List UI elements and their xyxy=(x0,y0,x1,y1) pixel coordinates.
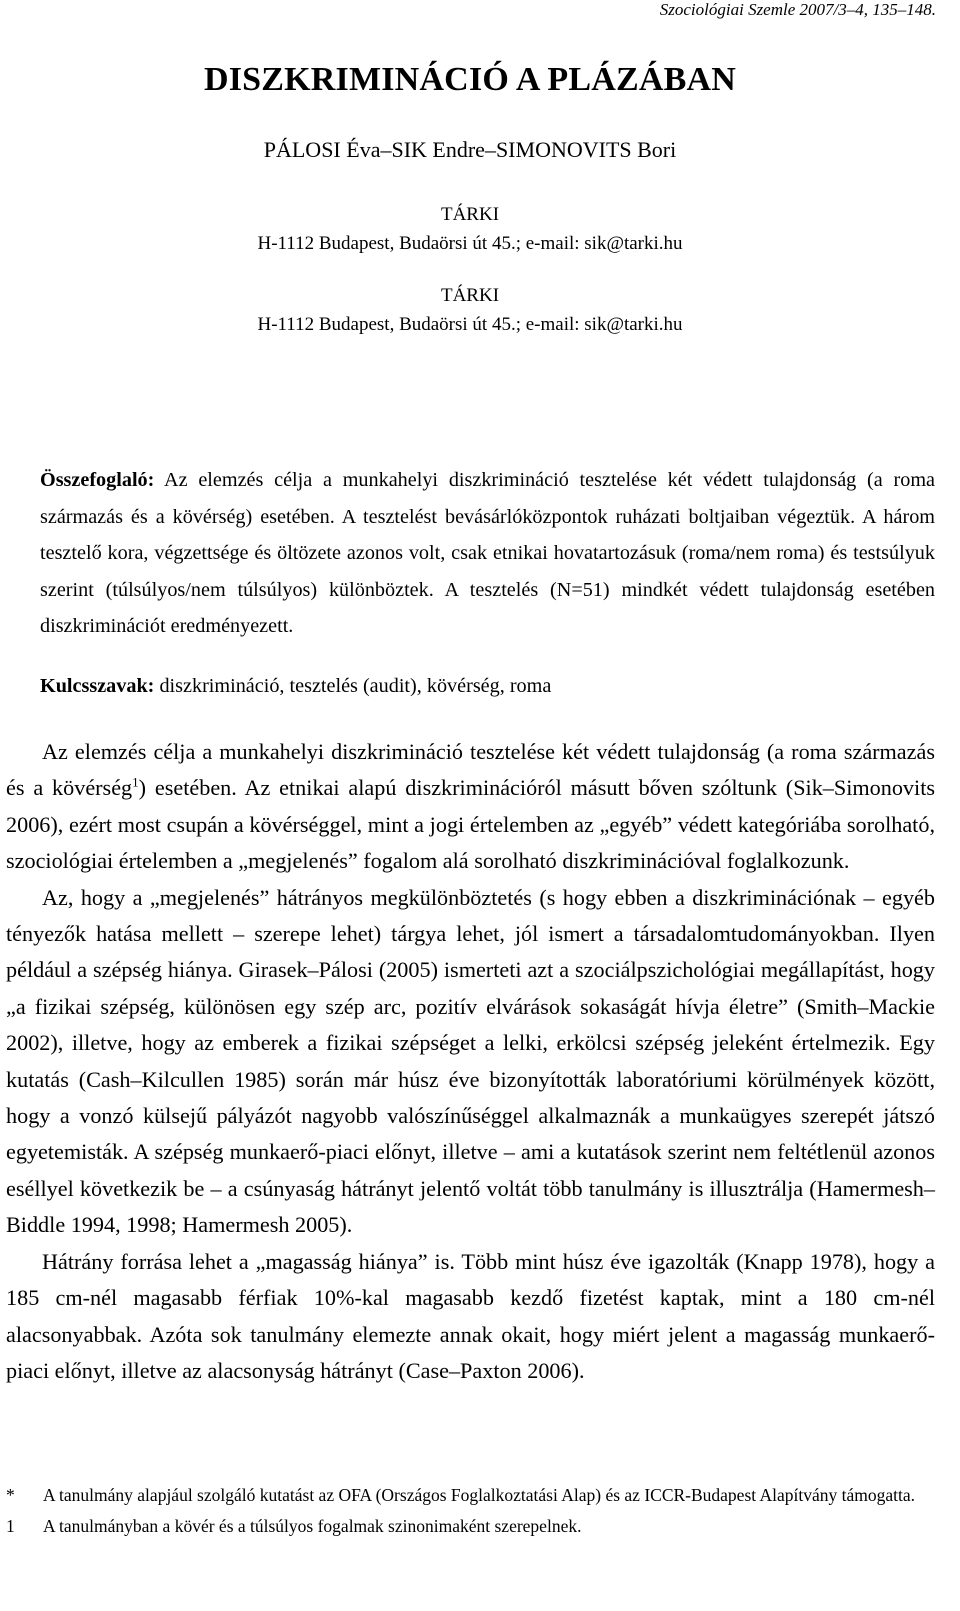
affiliation-org: TÁRKI xyxy=(440,204,500,225)
footnote-ref-1[interactable]: 1 xyxy=(132,775,139,791)
affiliation-org: TÁRKI xyxy=(440,285,500,306)
footnote-item xyxy=(6,1513,935,1540)
affiliation-2 xyxy=(0,281,940,339)
article-authors: PÁLOSI Éva–SIK Endre–SIMONOVITS Bori xyxy=(263,137,677,162)
keywords xyxy=(40,668,935,704)
affiliation-address: H-1112 Budapest, Budaörsi út 45.; e-mail: sik@tarki.hu xyxy=(257,233,683,254)
footnote-text: A tanulmány alapjául szolgáló kutatást az OFA (Országos Foglalkoztatási Alap) és az ICCR-Budapest Alapítvány támogatta. xyxy=(43,1485,916,1505)
body-paragraph-1 xyxy=(6,734,935,880)
abstract xyxy=(40,462,935,645)
affiliation-1 xyxy=(0,200,940,258)
abstract-text: Az elemzés célja a munkahelyi diszkrimináció tesztelése két védett tulajdonság (a roma származás és a kövérség) esetében. A tesztelést bevásárlóközpontok ruházati boltjaiban végeztük. A három tesztelő kora, végzettsége és öltözete azonos volt, csak etnikai hovatartozásuk (roma/nem roma) és testsúlyuk szerint (túlsúlyos/nem túlsúlyos) különböztek. A tesztelés (N=51) mindkét védett tulajdonság esetében diszkriminációt eredményezett. xyxy=(40,469,935,637)
abstract-label: Összefoglaló: xyxy=(40,469,155,491)
footnote-item xyxy=(6,1482,935,1509)
keywords-label: Kulcsszavak: xyxy=(40,675,155,697)
article-title: DISZKRIMINÁCIÓ A PLÁZÁBAN xyxy=(203,61,737,98)
body-paragraph-1-start: Az elemzés célja a munkahelyi diszkrimináció tesztelése két védett tulajdonság (a roma származás és a kövérség xyxy=(6,739,935,801)
footnote-text: A tanulmányban a kövér és a túlsúlyos fogalmak szinonimaként szerepelnek. xyxy=(43,1516,582,1536)
footnote-mark: * xyxy=(6,1485,15,1505)
footnote-mark: 1 xyxy=(6,1516,15,1536)
journal-reference: Szociológiai Szemle 2007/3–4, 135–148. xyxy=(659,0,936,19)
body-paragraph-1-end: ) esetében. Az etnikai alapú diszkriminációról másutt bőven szóltunk (Sik–Simonovits 2006), ezért most csupán a kövérséggel, mint a jogi értelemben az „egyéb” védett kategóriába sorolható, szociológiai értelemben a „megjelenés” fogalom alá sorolható diszkriminációval foglalkozunk. xyxy=(6,775,935,874)
keywords-text: diszkrimináció, tesztelés (audit), kövérség, roma xyxy=(154,675,552,697)
affiliation-address: H-1112 Budapest, Budaörsi út 45.; e-mail: sik@tarki.hu xyxy=(257,314,683,335)
body-paragraph-3: Hátrány forrása lehet a „magasság hiánya” is. Több mint húsz éve igazolták (Knapp 1978), hogy a 185 cm-nél magasabb férfiak 10%-kal magasabb kezdő fizetést kaptak, mint a 180 cm-nél alacsonyabbak. Azóta sok tanulmány elemezte annak okait, hogy miért jelent a magasság munkaerő-piaci előnyt, illetve az alacsonyság hátrányt (Case–Paxton 2006). xyxy=(6,1248,935,1383)
body-text xyxy=(6,734,935,1389)
footnotes xyxy=(6,1482,935,1544)
body-paragraph-2: Az, hogy a „megjelenés” hátrányos megkülönböztetés (s hogy ebben a diszkriminációnak – egyéb tényezők hatása mellett – szerepe lehet) tárgya lehet, jól ismert a társadalomtudományokban. Ilyen például a szépség hiánya. Girasek–Pálosi (2005) ismerteti azt a szociálpszichológiai megállapítást, hogy „a fizikai szépség, különösen egy szép arc, pozitív elvárások sokaságát hívja életre” (Smith–Mackie 2002), illetve, hogy az emberek a fizikai szépséget a lelki, erkölcsi szépség jeleként értelmezik. Egy kutatás (Cash–Kilcullen 1985) során már húsz éve bizonyították laboratóriumi körülmények között, hogy a vonzó külsejű pályázót nagyobb valószínűséggel alkalmaznák a munkaügyes szerepét játszó egyetemisták. A szépség munkaerő-piaci előnyt, illetve – ami a kutatások szerint nem feltétlenül azonos eséllyel következik be – a csúnyaság hátrányt jelentő voltát több tanulmány is illusztrálja (Hamermesh–Biddle 1994, 1998; Hamermesh 2005). xyxy=(6,884,935,1238)
